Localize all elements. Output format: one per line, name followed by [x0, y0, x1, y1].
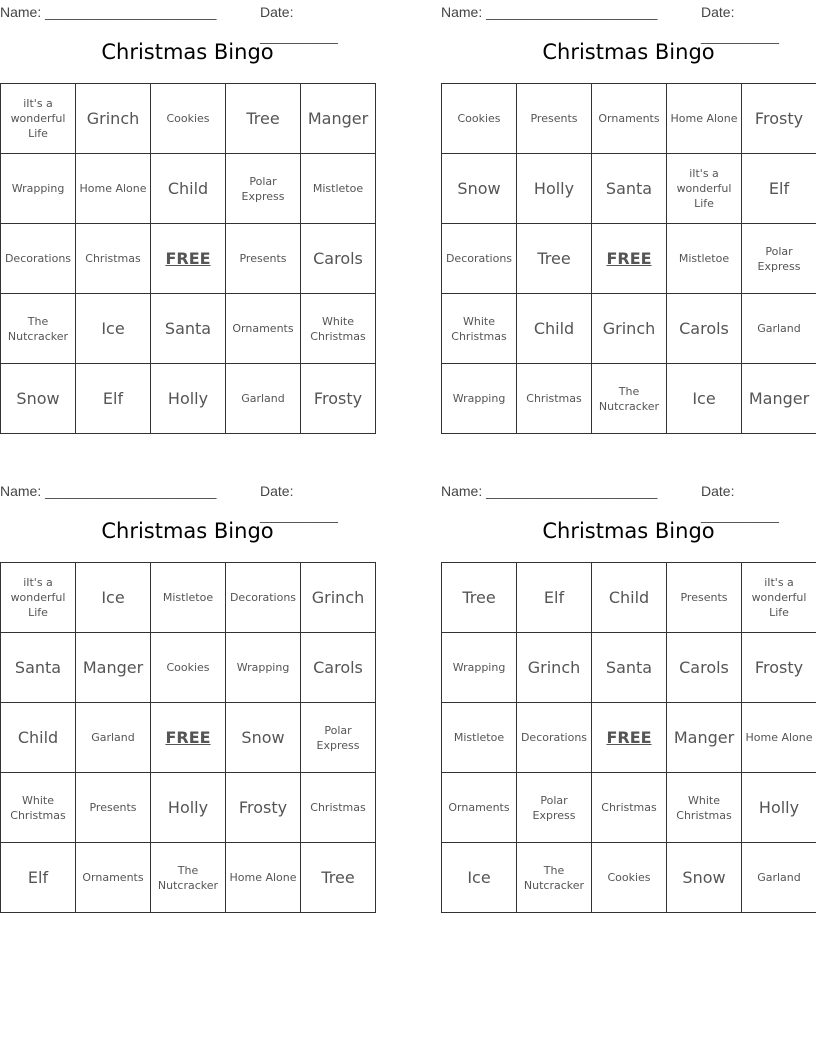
- date-field-label: Date: __________: [260, 4, 338, 44]
- bingo-cell: Ornaments: [226, 294, 301, 364]
- bingo-cell: Holly: [151, 773, 226, 843]
- bingo-cell: Decorations: [226, 563, 301, 633]
- bingo-cell: Child: [151, 154, 226, 224]
- bingo-cell: Decorations: [1, 224, 76, 294]
- bingo-cell: iIt's a wonderful Life: [742, 563, 816, 633]
- bingo-cell: iIt's a wonderful Life: [667, 154, 742, 224]
- bingo-card-4: [441, 479, 816, 892]
- bingo-cell: Wrapping: [442, 633, 517, 703]
- bingo-cell: Garland: [742, 294, 816, 364]
- bingo-cell: Wrapping: [1, 154, 76, 224]
- bingo-cell: Frosty: [742, 633, 816, 703]
- bingo-cell: Snow: [1, 364, 76, 434]
- bingo-free-space: FREE: [151, 224, 226, 294]
- bingo-cell: Presents: [76, 773, 151, 843]
- bingo-cell: Decorations: [517, 703, 592, 773]
- bingo-cell: Garland: [742, 843, 816, 913]
- bingo-cell: Carols: [301, 224, 376, 294]
- bingo-cell: Ornaments: [76, 843, 151, 913]
- bingo-cell: Cookies: [151, 84, 226, 154]
- bingo-cell: Home Alone: [226, 843, 301, 913]
- date-field-label: Date: __________: [701, 483, 779, 523]
- bingo-cell: Presents: [667, 563, 742, 633]
- bingo-cell: Home Alone: [742, 703, 816, 773]
- card-title: Christmas Bingo: [542, 519, 715, 543]
- bingo-cell: Ornaments: [442, 773, 517, 843]
- bingo-cell: Wrapping: [442, 364, 517, 434]
- bingo-cell: Christmas: [517, 364, 592, 434]
- bingo-cell: Carols: [667, 633, 742, 703]
- bingo-cell: Carols: [301, 633, 376, 703]
- bingo-cell: Frosty: [742, 84, 816, 154]
- bingo-cell: Mistletoe: [442, 703, 517, 773]
- card-header: [441, 479, 816, 523]
- bingo-cell: Snow: [667, 843, 742, 913]
- bingo-free-space: FREE: [592, 224, 667, 294]
- bingo-cell: Snow: [226, 703, 301, 773]
- bingo-cell: Elf: [742, 154, 816, 224]
- name-field-label: Name: ______________________: [0, 483, 217, 499]
- bingo-cell: Mistletoe: [667, 224, 742, 294]
- bingo-cell: The Nutcracker: [1, 294, 76, 364]
- bingo-cell: Home Alone: [667, 84, 742, 154]
- bingo-cell: Manger: [742, 364, 816, 434]
- bingo-cell: Ornaments: [592, 84, 667, 154]
- bingo-cell: Child: [517, 294, 592, 364]
- bingo-cell: Frosty: [226, 773, 301, 843]
- bingo-cell: Child: [592, 563, 667, 633]
- bingo-cell: Carols: [667, 294, 742, 364]
- bingo-cell: Cookies: [442, 84, 517, 154]
- bingo-cell: Presents: [226, 224, 301, 294]
- bingo-cell: Grinch: [592, 294, 667, 364]
- card-title: Christmas Bingo: [542, 40, 715, 64]
- bingo-cell: Ice: [76, 294, 151, 364]
- date-field-label: Date: __________: [260, 483, 338, 523]
- bingo-cell: Ice: [442, 843, 517, 913]
- bingo-cell: Polar Express: [742, 224, 816, 294]
- bingo-cell: Christmas: [76, 224, 151, 294]
- bingo-cell: White Christmas: [442, 294, 517, 364]
- bingo-cell: Child: [1, 703, 76, 773]
- bingo-grid: [0, 562, 376, 913]
- bingo-cell: Mistletoe: [151, 563, 226, 633]
- bingo-cell: Mistletoe: [301, 154, 376, 224]
- bingo-cell: Ice: [667, 364, 742, 434]
- bingo-cell: Tree: [442, 563, 517, 633]
- bingo-cell: Holly: [151, 364, 226, 434]
- bingo-free-space: FREE: [151, 703, 226, 773]
- bingo-cell: Decorations: [442, 224, 517, 294]
- bingo-cell: Snow: [442, 154, 517, 224]
- bingo-cell: Polar Express: [226, 154, 301, 224]
- bingo-cell: Elf: [517, 563, 592, 633]
- bingo-cell: Santa: [592, 154, 667, 224]
- bingo-cell: Grinch: [517, 633, 592, 703]
- bingo-cell: White Christmas: [667, 773, 742, 843]
- bingo-cell: Santa: [151, 294, 226, 364]
- date-field-label: Date: __________: [701, 4, 779, 44]
- bingo-cell: Tree: [226, 84, 301, 154]
- bingo-cell: iIt's a wonderful Life: [1, 84, 76, 154]
- bingo-cell: The Nutcracker: [517, 843, 592, 913]
- bingo-card-2: [441, 0, 816, 413]
- card-header: [0, 0, 375, 44]
- bingo-card-1: [0, 0, 375, 408]
- bingo-cell: Ice: [76, 563, 151, 633]
- bingo-cell: The Nutcracker: [151, 843, 226, 913]
- bingo-cell: Cookies: [592, 843, 667, 913]
- name-field-label: Name: ______________________: [0, 4, 217, 20]
- bingo-cell: Manger: [76, 633, 151, 703]
- bingo-cell: Frosty: [301, 364, 376, 434]
- bingo-cell: Holly: [742, 773, 816, 843]
- bingo-cell: Wrapping: [226, 633, 301, 703]
- bingo-cell: Presents: [517, 84, 592, 154]
- card-title: Christmas Bingo: [101, 519, 274, 543]
- bingo-cell: Polar Express: [517, 773, 592, 843]
- bingo-grid: [441, 562, 816, 913]
- bingo-cell: Santa: [1, 633, 76, 703]
- bingo-cell: Garland: [76, 703, 151, 773]
- bingo-grid: [441, 83, 816, 434]
- bingo-cell: Home Alone: [76, 154, 151, 224]
- bingo-cell: Elf: [76, 364, 151, 434]
- bingo-cell: Cookies: [151, 633, 226, 703]
- card-header: [441, 0, 816, 44]
- bingo-card-3: [0, 479, 375, 892]
- bingo-cell: White Christmas: [301, 294, 376, 364]
- name-field-label: Name: ______________________: [441, 483, 658, 499]
- card-header: [0, 479, 375, 523]
- bingo-cell: Santa: [592, 633, 667, 703]
- bingo-cell: Garland: [226, 364, 301, 434]
- bingo-cell: Polar Express: [301, 703, 376, 773]
- bingo-cell: Holly: [517, 154, 592, 224]
- bingo-cell: Elf: [1, 843, 76, 913]
- card-title: Christmas Bingo: [101, 40, 274, 64]
- bingo-grid: [0, 83, 376, 434]
- bingo-cell: Manger: [301, 84, 376, 154]
- bingo-cell: iIt's a wonderful Life: [1, 563, 76, 633]
- bingo-cell: Christmas: [301, 773, 376, 843]
- name-field-label: Name: ______________________: [441, 4, 658, 20]
- bingo-cell: Grinch: [301, 563, 376, 633]
- bingo-cell: Manger: [667, 703, 742, 773]
- bingo-cell: Tree: [301, 843, 376, 913]
- bingo-cell: Tree: [517, 224, 592, 294]
- bingo-cell: The Nutcracker: [592, 364, 667, 434]
- bingo-cell: Grinch: [76, 84, 151, 154]
- bingo-cell: Christmas: [592, 773, 667, 843]
- bingo-cell: White Christmas: [1, 773, 76, 843]
- bingo-free-space: FREE: [592, 703, 667, 773]
